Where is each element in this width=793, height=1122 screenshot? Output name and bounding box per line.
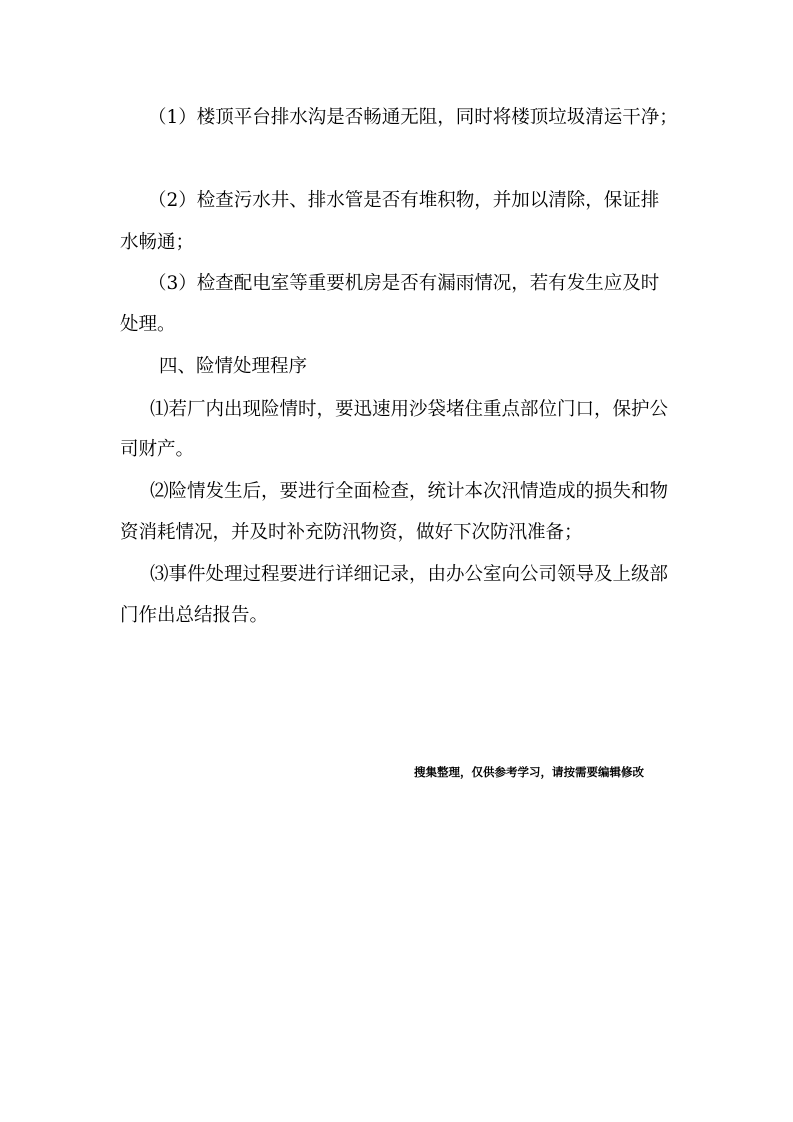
paragraph-2-line-1: （2）检查污水井、排水管是否有堆积物，并加以清除，保证排 (148, 190, 660, 211)
paragraph-2-line-2: 水畅通； (120, 232, 195, 253)
paragraph-7-line-2: 门作出总结报告。 (120, 605, 269, 626)
paragraph-6-line-1: ⑵险情发生后，要进行全面检查，统计本次汛情造成的损失和物 (150, 481, 669, 502)
paragraph-7-line-1: ⑶事件处理过程要进行详细记录，由办公室向公司领导及上级部 (150, 564, 669, 585)
paragraph-3-line-2: 处理。 (120, 314, 176, 335)
footer-note: 搜集整理，仅供参考学习，请按需要编辑修改 (414, 765, 644, 779)
paragraph-3-line-1: （3）检查配电室等重要机房是否有漏雨情况，若有发生应及时 (148, 273, 660, 294)
paragraph-1-line-1: （1）楼顶平台排水沟是否畅通无阻，同时将楼顶垃圾清运干净； (148, 107, 678, 128)
paragraph-6-line-2: 资消耗情况，并及时补充防汛物资，做好下次防汛准备； (120, 522, 583, 543)
section-heading: 四、险情处理程序 (159, 356, 308, 377)
paragraph-5-line-2: 司财产。 (120, 439, 195, 460)
paragraph-5-line-1: ⑴若厂内出现险情时，要迅速用沙袋堵住重点部位门口，保护公 (150, 399, 669, 420)
